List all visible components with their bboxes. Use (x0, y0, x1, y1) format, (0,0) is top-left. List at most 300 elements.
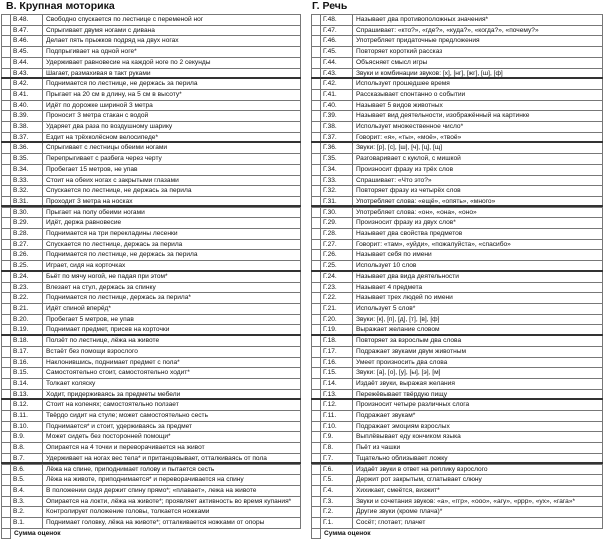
item-description: Подпрыгивает на одной ноге* (43, 47, 301, 58)
item-code: В.45. (11, 47, 43, 58)
table-row (2, 143, 301, 154)
table-row (2, 250, 301, 261)
table-row (2, 15, 301, 26)
item-code: В.28. (11, 229, 43, 240)
score-checkbox[interactable] (2, 207, 11, 218)
item-description: Называет 4 предмета (353, 282, 603, 293)
score-checkbox[interactable] (312, 164, 321, 175)
item-code: В.16. (11, 357, 43, 368)
item-description: Ползёт по лестнице, лёжа на животе (43, 336, 301, 347)
table-row (2, 464, 301, 475)
table-row (2, 346, 301, 357)
score-checkbox[interactable] (312, 100, 321, 111)
score-checkbox[interactable] (312, 143, 321, 154)
item-description: Сосёт; глотает; плачет (353, 518, 603, 529)
item-code: В.31. (11, 196, 43, 207)
item-code: Г.9. (321, 432, 353, 443)
score-checkbox[interactable] (2, 411, 11, 422)
table-row (312, 496, 603, 507)
item-description: Спрашивает: «Что это?» (353, 175, 603, 186)
score-checkbox[interactable] (312, 36, 321, 47)
score-checkbox[interactable] (2, 421, 11, 432)
item-description: Самостоятельно стоит, самостоятельно ходит* (43, 368, 301, 379)
score-checkbox[interactable] (312, 378, 321, 389)
item-description: Подражает звукам* (353, 411, 603, 422)
table-row (312, 250, 603, 261)
table-row (312, 164, 603, 175)
item-description: Перепрыгивает с разбега через черту (43, 154, 301, 165)
item-code: В.37. (11, 132, 43, 143)
score-checkbox[interactable] (2, 485, 11, 496)
item-code: Г.23. (321, 282, 353, 293)
item-code: В.21. (11, 303, 43, 314)
table-row (2, 293, 301, 304)
item-code: Г.35. (321, 154, 353, 165)
item-description: Говорит: «я», «ты», «моё», «твоё» (353, 132, 603, 143)
item-description: Звуки: [к], [п], [д], [т], [в], [ф] (353, 314, 603, 325)
table-row (312, 336, 603, 347)
item-code: В.34. (11, 164, 43, 175)
item-code: В.9. (11, 432, 43, 443)
table-row (312, 346, 603, 357)
item-description: Прыгает на 20 см в длину, на 5 см в высоту* (43, 89, 301, 100)
item-code: В.2. (11, 507, 43, 518)
table-row (312, 271, 603, 282)
item-description: Использует 5 слов* (353, 303, 603, 314)
item-code: В.35. (11, 154, 43, 165)
table-row (2, 518, 301, 529)
item-code: В.12. (11, 400, 43, 411)
group-separator (1, 205, 301, 207)
score-checkbox[interactable] (2, 186, 11, 197)
item-description: Встаёт без помощи взрослого (43, 346, 301, 357)
score-checkbox[interactable] (312, 443, 321, 454)
item-description: Употребляет придаточные предложения (353, 36, 603, 47)
item-code: В.19. (11, 325, 43, 336)
score-checkbox[interactable] (312, 89, 321, 100)
item-code: В.38. (11, 122, 43, 133)
table-row (312, 303, 603, 314)
table-row (312, 57, 603, 68)
item-description: Издаёт звуки в ответ на реплику взрослого (353, 464, 603, 475)
score-checkbox[interactable] (2, 400, 11, 411)
score-checkbox[interactable] (312, 496, 321, 507)
item-description: Играет, сидя на корточках (43, 261, 301, 272)
score-checkbox[interactable] (312, 314, 321, 325)
score-checkbox[interactable] (312, 154, 321, 165)
score-checkbox[interactable] (2, 336, 11, 347)
score-checkbox[interactable] (2, 79, 11, 90)
score-checkbox[interactable] (312, 432, 321, 443)
score-checkbox[interactable] (312, 293, 321, 304)
item-code: Г.4. (321, 485, 353, 496)
item-description: Держит рот закрытым, сглатывает слюну (353, 475, 603, 486)
score-checkbox[interactable] (2, 250, 11, 261)
item-code: В.30. (11, 207, 43, 218)
item-code: В.18. (11, 336, 43, 347)
table-row (2, 507, 301, 518)
score-checkbox[interactable] (2, 218, 11, 229)
item-description: Лёжа на спине, приподнимает голову и пытается сесть (43, 464, 301, 475)
score-checkbox[interactable] (2, 357, 11, 368)
score-checkbox[interactable] (312, 518, 321, 529)
table-row (2, 164, 301, 175)
group-separator (1, 398, 301, 400)
score-checkbox[interactable] (2, 475, 11, 486)
table-row (2, 89, 301, 100)
score-checkbox[interactable] (2, 239, 11, 250)
score-checkbox[interactable] (2, 293, 11, 304)
item-code: Г.16. (321, 357, 353, 368)
score-checkbox[interactable] (312, 336, 321, 347)
sum-label: Сумма оценок (324, 529, 371, 537)
group-separator (1, 77, 301, 79)
item-description: Идёт по дорожке шириной 3 метра (43, 100, 301, 111)
table-row (2, 207, 301, 218)
item-code: В.13. (11, 389, 43, 400)
item-description: Ходит, придерживаясь за предметы мебели (43, 389, 301, 400)
table-row (312, 89, 603, 100)
item-description: Подражает звуками двум животным (353, 346, 603, 357)
item-description: Хихикает, смеётся, визжит* (353, 485, 603, 496)
table-row (2, 36, 301, 47)
item-code: В.14. (11, 378, 43, 389)
item-code: В.29. (11, 218, 43, 229)
item-description: Тщательно облизывает ложку (353, 453, 603, 464)
table-row (2, 271, 301, 282)
item-code: В.48. (11, 15, 43, 26)
group-separator (311, 77, 603, 79)
group-separator (1, 141, 301, 143)
score-checkbox[interactable] (312, 357, 321, 368)
table-row (312, 400, 603, 411)
table-row (2, 336, 301, 347)
item-code: Г.31. (321, 196, 353, 207)
item-code: Г.38. (321, 122, 353, 133)
table-row (2, 229, 301, 240)
score-checkbox[interactable] (312, 464, 321, 475)
item-description: Использует 10 слов (353, 261, 603, 272)
score-checkbox[interactable] (2, 36, 11, 47)
item-description: Идёт, держа равновесие (43, 218, 301, 229)
table-row (2, 303, 301, 314)
score-checkbox[interactable] (2, 368, 11, 379)
table-row (312, 186, 603, 197)
item-code: Г.25. (321, 261, 353, 272)
score-checkbox[interactable] (312, 207, 321, 218)
score-checkbox[interactable] (2, 507, 11, 518)
table-row (312, 282, 603, 293)
sum-score-box[interactable] (2, 528, 11, 539)
table-row (312, 143, 603, 154)
item-description: Шагает, размахивая в такт руками (43, 68, 301, 79)
item-description: Использует множественное число* (353, 122, 603, 133)
table-row (312, 432, 603, 443)
score-checkbox[interactable] (312, 485, 321, 496)
item-description: Поднимается по лестнице, держась за перила* (43, 293, 301, 304)
item-code: В.3. (11, 496, 43, 507)
table-row (312, 421, 603, 432)
table-row (312, 25, 603, 36)
score-checkbox[interactable] (312, 303, 321, 314)
item-code: В.22. (11, 293, 43, 304)
item-description: Издаёт звуки, выражая желания (353, 378, 603, 389)
score-checkbox[interactable] (2, 154, 11, 165)
item-code: Г.13. (321, 389, 353, 400)
speech-grid (311, 14, 603, 539)
score-checkbox[interactable] (312, 250, 321, 261)
item-description: Выплёвывает еду кончиком языка (353, 432, 603, 443)
score-checkbox[interactable] (2, 143, 11, 154)
item-code: Г.10. (321, 421, 353, 432)
item-description: Объясняет смысл игры (353, 57, 603, 68)
score-checkbox[interactable] (312, 175, 321, 186)
item-code: Г.18. (321, 336, 353, 347)
item-description: Называет вид деятельности, изображённый на картинке (353, 111, 603, 122)
item-description: Спускается по лестнице, не держась за перила (43, 186, 301, 197)
item-description: Звуки: [а], [о], [у], [ы], [э], [м] (353, 368, 603, 379)
group-separator (311, 398, 603, 400)
table-row (312, 475, 603, 486)
table-row (2, 485, 301, 496)
score-checkbox[interactable] (312, 346, 321, 357)
score-checkbox[interactable] (2, 378, 11, 389)
table-row (2, 475, 301, 486)
item-description: Употребляет слова: «ещё», «опять», «много» (353, 196, 603, 207)
item-code: В.8. (11, 443, 43, 454)
item-code: В.26. (11, 250, 43, 261)
table-row (2, 175, 301, 186)
table-row (2, 432, 301, 443)
item-description: Употребляет слова: «он», «она», «оно» (353, 207, 603, 218)
item-description: Называет себя по имени (353, 250, 603, 261)
score-checkbox[interactable] (2, 303, 11, 314)
table-row (312, 154, 603, 165)
item-code: В.40. (11, 100, 43, 111)
item-description: Влезает на стул, держась за спинку (43, 282, 301, 293)
score-checkbox[interactable] (312, 507, 321, 518)
item-description: Использует прошедшее время (353, 79, 603, 90)
item-code: Г.45. (321, 47, 353, 58)
item-code: В.43. (11, 68, 43, 79)
item-code: В.23. (11, 282, 43, 293)
score-checkbox[interactable] (312, 475, 321, 486)
score-checkbox[interactable] (2, 518, 11, 529)
table-row (2, 400, 301, 411)
table-row (312, 111, 603, 122)
table-row (312, 443, 603, 454)
item-code: В.39. (11, 111, 43, 122)
score-checkbox[interactable] (2, 89, 11, 100)
item-code: В.7. (11, 453, 43, 464)
score-checkbox[interactable] (312, 282, 321, 293)
score-checkbox[interactable] (2, 100, 11, 111)
item-code: Г.30. (321, 207, 353, 218)
item-code: В.17. (11, 346, 43, 357)
item-code: Г.11. (321, 411, 353, 422)
score-checkbox[interactable] (312, 111, 321, 122)
sum-score-box[interactable] (312, 528, 321, 539)
table-row (2, 186, 301, 197)
item-description: Поднимается по лестнице, не держась за перила (43, 79, 301, 90)
score-checkbox[interactable] (312, 57, 321, 68)
score-checkbox[interactable] (312, 47, 321, 58)
item-description: Звуки: [р], [с], [ш], [ч], [ц], [щ] (353, 143, 603, 154)
item-code: Г.43. (321, 68, 353, 79)
table-row (2, 239, 301, 250)
score-checkbox[interactable] (2, 111, 11, 122)
group-separator (311, 141, 603, 143)
motor-grid (1, 14, 301, 539)
table-row (2, 57, 301, 68)
score-checkbox[interactable] (2, 122, 11, 133)
group-separator (311, 270, 603, 272)
item-code: Г.36. (321, 143, 353, 154)
score-checkbox[interactable] (312, 218, 321, 229)
item-code: Г.17. (321, 346, 353, 357)
score-checkbox[interactable] (2, 443, 11, 454)
item-description: Спрыгивает с лестницы обеими ногами (43, 143, 301, 154)
score-checkbox[interactable] (2, 164, 11, 175)
item-code: Г.15. (321, 368, 353, 379)
group-separator (1, 270, 301, 272)
item-description: Поднимает предмет, присев на корточки (43, 325, 301, 336)
item-code: Г.34. (321, 164, 353, 175)
item-code: Г.32. (321, 186, 353, 197)
score-checkbox[interactable] (2, 496, 11, 507)
item-code: Г.40. (321, 100, 353, 111)
item-description: Выражает желание словом (353, 325, 603, 336)
item-code: Г.39. (321, 111, 353, 122)
item-description: Стоит на обеих ногах с закрытыми глазами (43, 175, 301, 186)
item-code: Г.2. (321, 507, 353, 518)
score-checkbox[interactable] (312, 400, 321, 411)
score-checkbox[interactable] (312, 186, 321, 197)
table-row (312, 314, 603, 325)
item-description: Опирается на 4 точки и переворачивается на живот (43, 443, 301, 454)
table-row (312, 175, 603, 186)
item-description: Толкает коляску (43, 378, 301, 389)
score-checkbox[interactable] (312, 15, 321, 26)
table-row (312, 411, 603, 422)
score-checkbox[interactable] (312, 368, 321, 379)
item-description: Пьёт из чашки (353, 443, 603, 454)
item-description: Пробегает 5 метров, не упав (43, 314, 301, 325)
score-checkbox[interactable] (312, 122, 321, 133)
table-row (2, 411, 301, 422)
item-description: Бьёт по мячу ногой, не падая при этом* (43, 271, 301, 282)
item-code: Г.3. (321, 496, 353, 507)
table-row (312, 47, 603, 58)
table-row (312, 507, 603, 518)
item-code: В.10. (11, 421, 43, 432)
item-code: Г.47. (321, 25, 353, 36)
score-checkbox[interactable] (2, 57, 11, 68)
item-description: Спрашивает: «кто?», «где?», «куда?», «когда?», «почему?» (353, 25, 603, 36)
table-row (2, 357, 301, 368)
item-description: В положении сидя держит спину прямо*; «плавает», лежа на животе (43, 485, 301, 496)
item-code: В.4. (11, 485, 43, 496)
score-checkbox[interactable] (312, 239, 321, 250)
item-code: В.46. (11, 36, 43, 47)
score-checkbox[interactable] (312, 421, 321, 432)
table-row (2, 100, 301, 111)
table-row (2, 368, 301, 379)
score-checkbox[interactable] (312, 79, 321, 90)
item-code: Г.22. (321, 293, 353, 304)
item-description: Пробегает 15 метров, не упав (43, 164, 301, 175)
score-checkbox[interactable] (2, 15, 11, 26)
item-description: Повторяет за взрослым два слова (353, 336, 603, 347)
item-description: Называет два вида деятельности (353, 271, 603, 282)
section-title-motor: В. Крупная моторика (6, 0, 115, 12)
item-description: Спускается по лестнице, держась за перила (43, 239, 301, 250)
score-checkbox[interactable] (2, 464, 11, 475)
score-checkbox[interactable] (2, 432, 11, 443)
item-description: Произносит фразу из двух слов* (353, 218, 603, 229)
table-row (312, 218, 603, 229)
item-code: Г.12. (321, 400, 353, 411)
item-description: Другие звуки (кроме плача)* (353, 507, 603, 518)
item-code: В.1. (11, 518, 43, 529)
item-code: В.24. (11, 271, 43, 282)
section-title-speech: Г. Речь (312, 0, 348, 12)
table-row (2, 443, 301, 454)
table-row (312, 368, 603, 379)
item-description: Ездит на трёхколёсном велосипеде* (43, 132, 301, 143)
score-checkbox[interactable] (2, 175, 11, 186)
item-code: В.36. (11, 143, 43, 154)
table-row (312, 293, 603, 304)
group-separator (311, 462, 603, 464)
item-description: Разговаривает с куклой, с мишкой (353, 154, 603, 165)
item-description: Лёжа на животе, приподнимается* и переворачивается на спину (43, 475, 301, 486)
table-row (2, 111, 301, 122)
item-description: Удерживает равновесие на каждой ноге по 2 секунды (43, 57, 301, 68)
score-checkbox[interactable] (2, 314, 11, 325)
score-checkbox[interactable] (312, 25, 321, 36)
item-description: Наклонившись, поднимает предмет с пола* (43, 357, 301, 368)
item-description: Звуки и сочетания звуков: «а», «ггр», «ооо», «агу», «ррр», «ух», «гага»* (353, 496, 603, 507)
score-checkbox[interactable] (2, 229, 11, 240)
item-code: Г.26. (321, 250, 353, 261)
score-checkbox[interactable] (312, 411, 321, 422)
item-code: Г.28. (321, 229, 353, 240)
score-checkbox[interactable] (312, 229, 321, 240)
item-description: Прыгает на полу обеими ногами (43, 207, 301, 218)
table-row (312, 229, 603, 240)
table-row (312, 518, 603, 529)
score-checkbox[interactable] (2, 282, 11, 293)
score-checkbox[interactable] (2, 25, 11, 36)
item-description: Повторяет короткий рассказ (353, 47, 603, 58)
item-code: Г.46. (321, 36, 353, 47)
item-description: Называет два свойства предметов (353, 229, 603, 240)
item-code: Г.41. (321, 89, 353, 100)
score-checkbox[interactable] (2, 346, 11, 357)
item-code: Г.21. (321, 303, 353, 314)
score-checkbox[interactable] (312, 271, 321, 282)
table-row (312, 36, 603, 47)
table-row (2, 79, 301, 90)
table-row (312, 378, 603, 389)
score-checkbox[interactable] (2, 271, 11, 282)
sum-row (312, 528, 603, 539)
score-checkbox[interactable] (2, 47, 11, 58)
item-code: В.47. (11, 25, 43, 36)
item-description: Звуки и комбинации звуков: [х], [нг], [жг], [ш], [ф] (353, 68, 603, 79)
item-description: Произносит четыре различных слога (353, 400, 603, 411)
